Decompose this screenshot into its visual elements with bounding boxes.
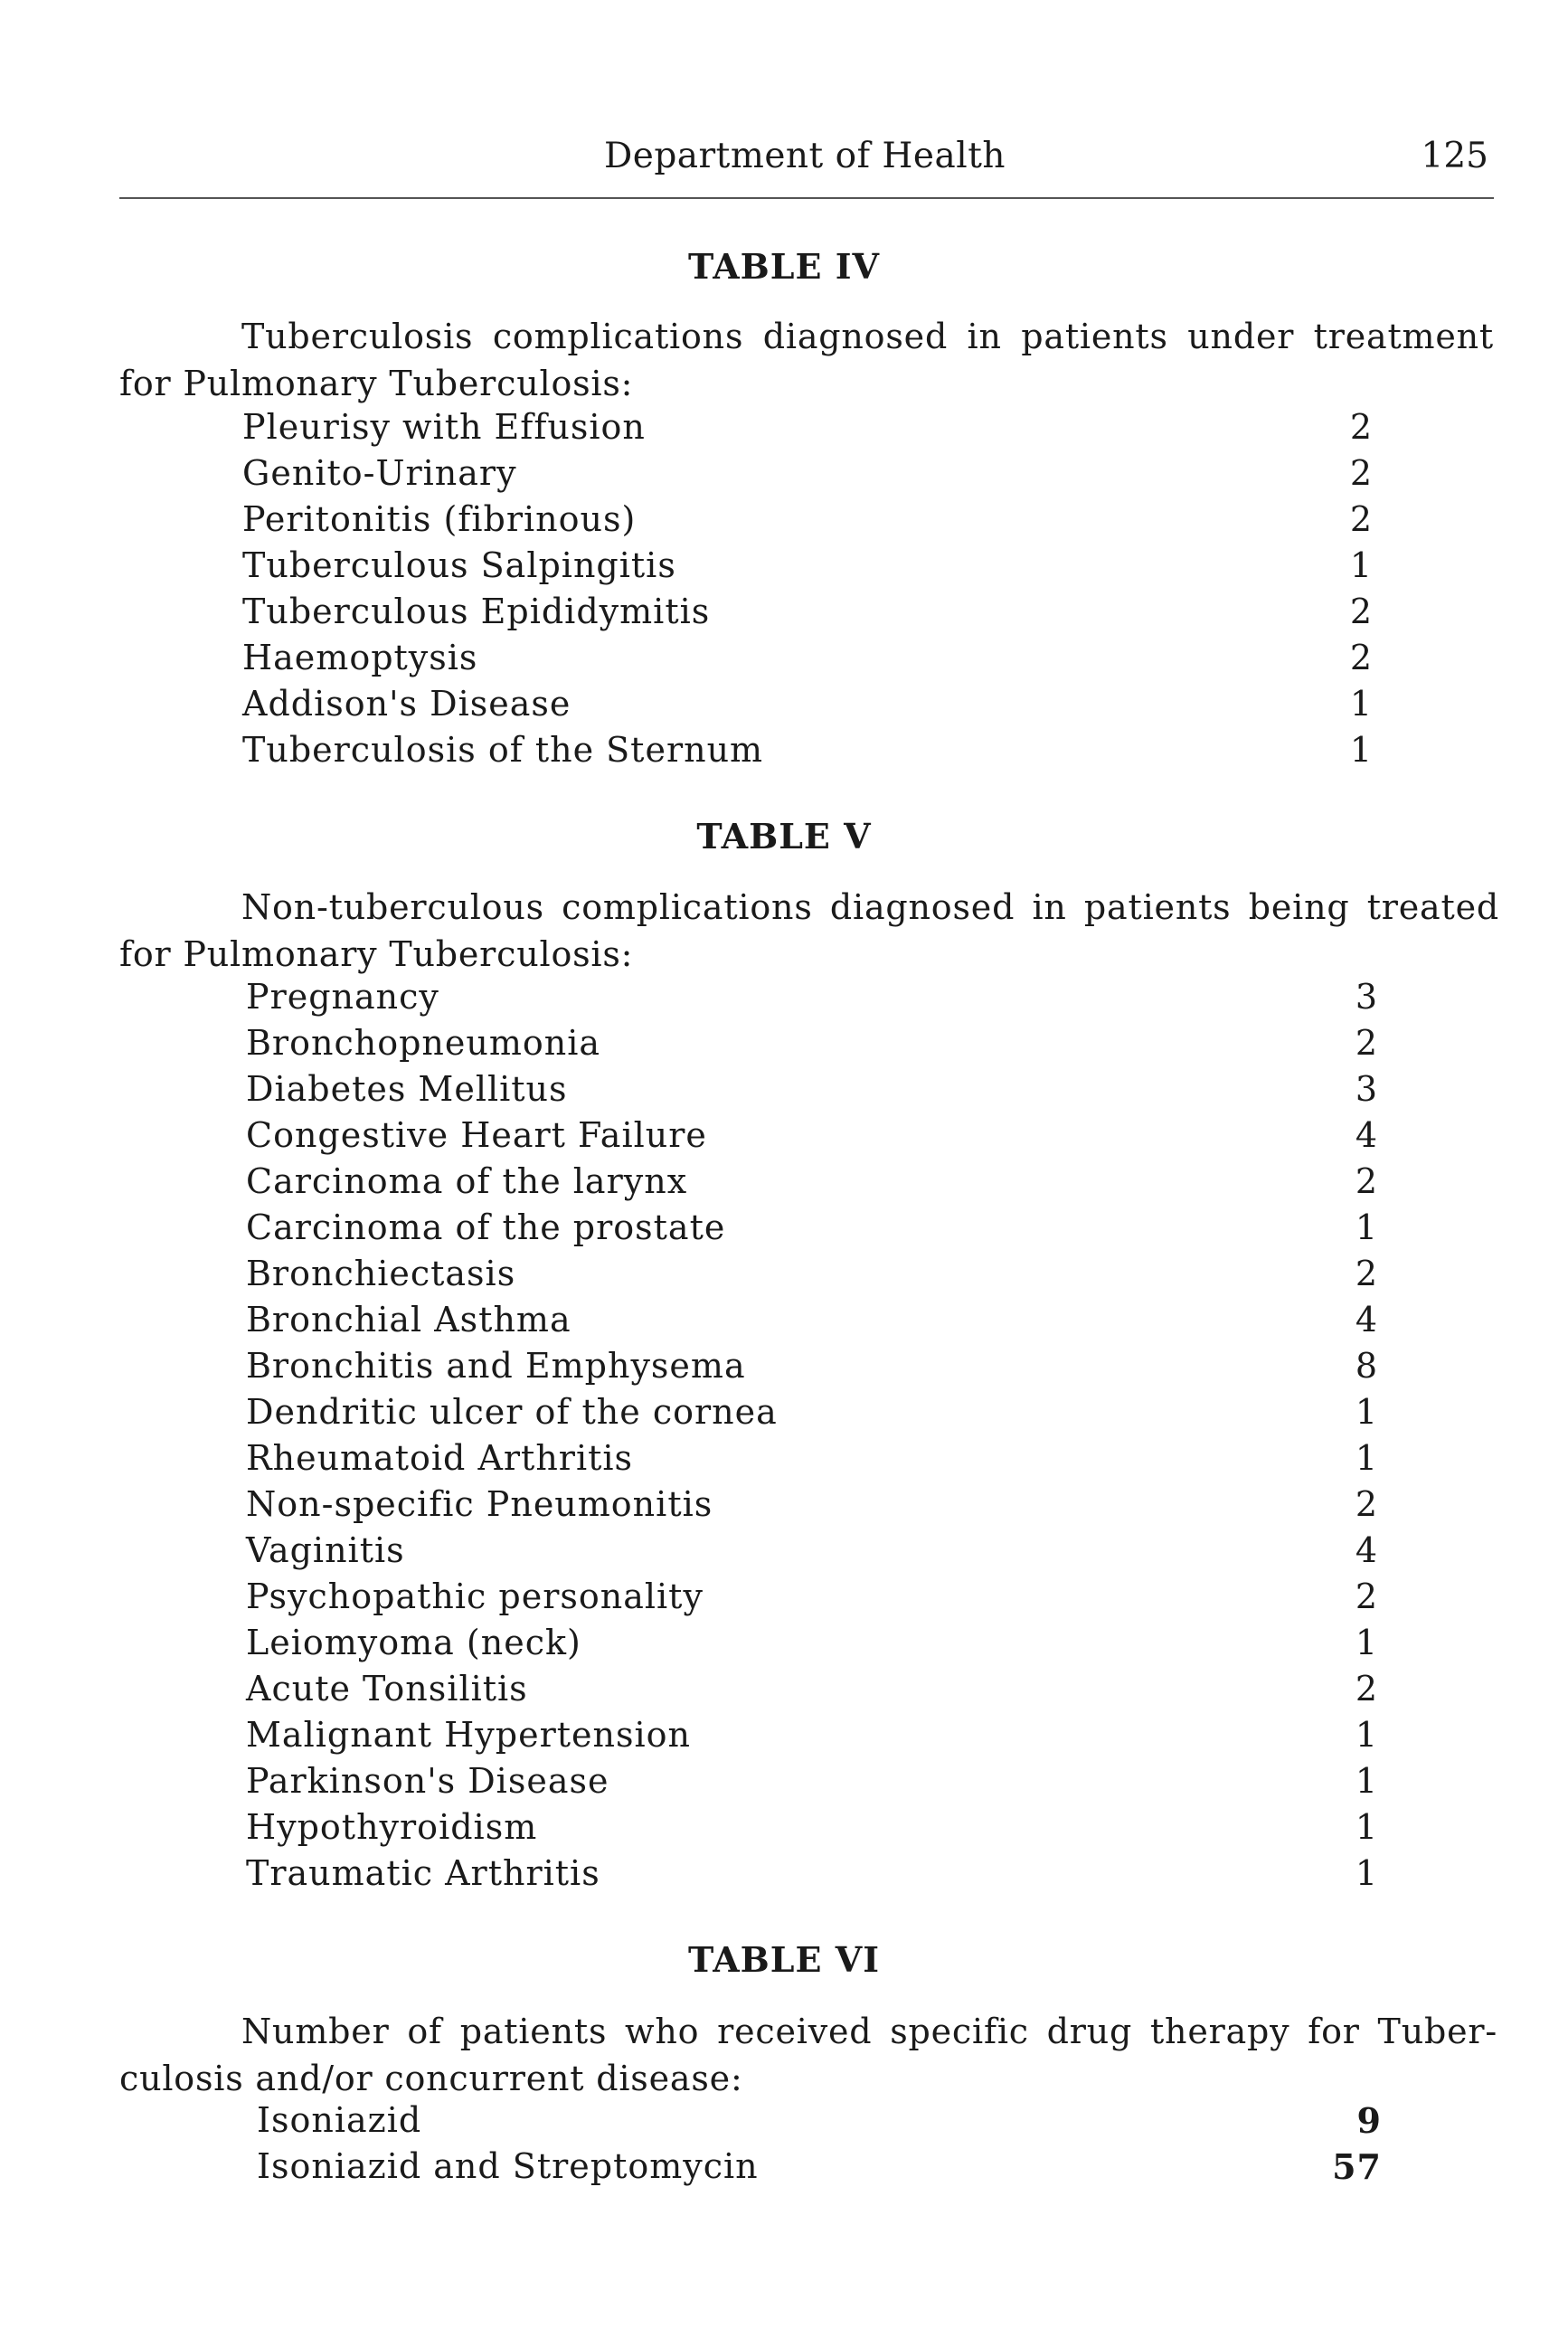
list-item xyxy=(242,730,1373,776)
item-count: 2 xyxy=(1355,1254,1378,1293)
item-count: 3 xyxy=(1355,1069,1378,1109)
item-count: 8 xyxy=(1355,1346,1378,1386)
item-label: Congestive Heart Failure xyxy=(246,1115,707,1155)
list-item xyxy=(246,1761,1378,1807)
item-count: 1 xyxy=(1355,1807,1378,1847)
item-label: Hypothyroidism xyxy=(246,1807,538,1847)
item-count: 2 xyxy=(1355,1484,1378,1524)
list-item xyxy=(246,1530,1378,1576)
item-count: 2 xyxy=(1349,453,1373,493)
table-iv-intro-line1: Tuberculosis complications diagnosed in patients under treatment xyxy=(241,317,1494,356)
item-label: Genito-Urinary xyxy=(242,453,517,493)
header-rule xyxy=(119,197,1494,199)
list-item xyxy=(246,1438,1378,1484)
item-label: Bronchitis and Emphysema xyxy=(246,1346,746,1386)
list-item xyxy=(246,1254,1378,1300)
list-item xyxy=(246,1623,1378,1669)
item-label: Peritonitis (fibrinous) xyxy=(242,499,637,539)
table-vi-intro-line1: Number of patients who received specific drug therapy for Tuber- xyxy=(241,2012,1497,2051)
table-vi-list xyxy=(257,2100,1382,2192)
list-item xyxy=(242,407,1373,453)
item-label: Malignant Hypertension xyxy=(246,1715,691,1755)
table-vi-intro-line2: culosis and/or concurrent disease: xyxy=(119,2059,743,2098)
item-label: Psychopathic personality xyxy=(246,1576,704,1616)
item-label: Parkinson's Disease xyxy=(246,1761,609,1801)
item-count: 2 xyxy=(1349,499,1373,539)
list-item xyxy=(242,499,1373,545)
list-item xyxy=(257,2100,1382,2146)
item-label: Acute Tonsilitis xyxy=(246,1669,528,1709)
item-label: Bronchial Asthma xyxy=(246,1300,571,1340)
list-item xyxy=(246,1392,1378,1438)
item-count: 1 xyxy=(1355,1623,1378,1662)
item-label: Diabetes Mellitus xyxy=(246,1069,568,1109)
table-vi-heading: TABLE VI xyxy=(688,1939,880,1980)
item-count: 2 xyxy=(1355,1023,1378,1063)
list-item xyxy=(246,1115,1378,1161)
item-count: 2 xyxy=(1355,1576,1378,1616)
table-v-list xyxy=(246,977,1378,1899)
item-count: 4 xyxy=(1355,1115,1378,1155)
item-label: Carcinoma of the prostate xyxy=(246,1207,726,1247)
item-label: Bronchopneumonia xyxy=(246,1023,601,1063)
item-count: 2 xyxy=(1349,407,1373,447)
table-iv-intro-line2: for Pulmonary Tuberculosis: xyxy=(119,364,634,403)
list-item xyxy=(246,1207,1378,1254)
running-title: Department of Health xyxy=(603,136,1006,176)
list-item xyxy=(246,977,1378,1023)
item-count: 4 xyxy=(1355,1530,1378,1570)
list-item xyxy=(246,1346,1378,1392)
page-header xyxy=(119,136,1490,199)
item-count: 2 xyxy=(1355,1161,1378,1201)
item-count: 4 xyxy=(1355,1300,1378,1340)
item-label: Vaginitis xyxy=(246,1530,405,1570)
item-count: 1 xyxy=(1355,1392,1378,1432)
list-item xyxy=(242,592,1373,638)
table-iv-intro xyxy=(119,313,1494,407)
list-item xyxy=(246,1300,1378,1346)
list-item xyxy=(242,545,1373,592)
list-item xyxy=(246,1669,1378,1715)
item-label: Isoniazid and Streptomycin xyxy=(257,2146,759,2186)
item-label: Tuberculous Epididymitis xyxy=(242,592,711,631)
item-count: 2 xyxy=(1349,638,1373,677)
list-item xyxy=(246,1576,1378,1623)
list-item xyxy=(246,1023,1378,1069)
item-count: 9 xyxy=(1356,2100,1382,2141)
list-item xyxy=(246,1069,1378,1115)
item-label: Rheumatoid Arthritis xyxy=(246,1438,634,1478)
item-label: Tuberculous Salpingitis xyxy=(242,545,676,585)
item-count: 1 xyxy=(1349,545,1373,585)
item-label: Pregnancy xyxy=(246,977,439,1017)
item-label: Pleurisy with Effusion xyxy=(242,407,646,447)
list-item xyxy=(257,2146,1382,2192)
item-label: Tuberculosis of the Sternum xyxy=(242,730,764,770)
table-v-heading: TABLE V xyxy=(696,816,872,857)
item-count: 2 xyxy=(1355,1669,1378,1709)
item-count: 1 xyxy=(1355,1207,1378,1247)
item-count: 3 xyxy=(1355,977,1378,1017)
item-label: Haemoptysis xyxy=(242,638,478,677)
item-count: 2 xyxy=(1349,592,1373,631)
item-label: Addison's Disease xyxy=(242,684,571,724)
item-count: 57 xyxy=(1332,2146,1382,2187)
list-item xyxy=(242,684,1373,730)
item-label: Bronchiectasis xyxy=(246,1254,516,1293)
item-count: 1 xyxy=(1355,1761,1378,1801)
page-number: 125 xyxy=(1421,136,1488,176)
table-v-intro xyxy=(119,884,1499,978)
list-item xyxy=(246,1715,1378,1761)
table-iv-list xyxy=(242,407,1373,776)
table-v-intro-line1: Non-tuberculous complications diagnosed in patients being treated xyxy=(241,887,1499,927)
item-count: 1 xyxy=(1349,730,1373,770)
list-item xyxy=(242,453,1373,499)
table-v-intro-line2: for Pulmonary Tuberculosis: xyxy=(119,934,634,974)
list-item xyxy=(246,1484,1378,1530)
table-iv-heading: TABLE IV xyxy=(688,246,880,287)
list-item xyxy=(246,1161,1378,1207)
item-count: 1 xyxy=(1349,684,1373,724)
item-label: Isoniazid xyxy=(257,2100,422,2140)
item-count: 1 xyxy=(1355,1853,1378,1893)
list-item xyxy=(246,1853,1378,1899)
list-item xyxy=(246,1807,1378,1853)
item-label: Leiomyoma (neck) xyxy=(246,1623,581,1662)
item-label: Carcinoma of the larynx xyxy=(246,1161,688,1201)
item-count: 1 xyxy=(1355,1438,1378,1478)
item-count: 1 xyxy=(1355,1715,1378,1755)
table-vi-intro xyxy=(119,2008,1497,2102)
item-label: Traumatic Arthritis xyxy=(246,1853,600,1893)
item-label: Non-specific Pneumonitis xyxy=(246,1484,713,1524)
item-label: Dendritic ulcer of the cornea xyxy=(246,1392,778,1432)
list-item xyxy=(242,638,1373,684)
